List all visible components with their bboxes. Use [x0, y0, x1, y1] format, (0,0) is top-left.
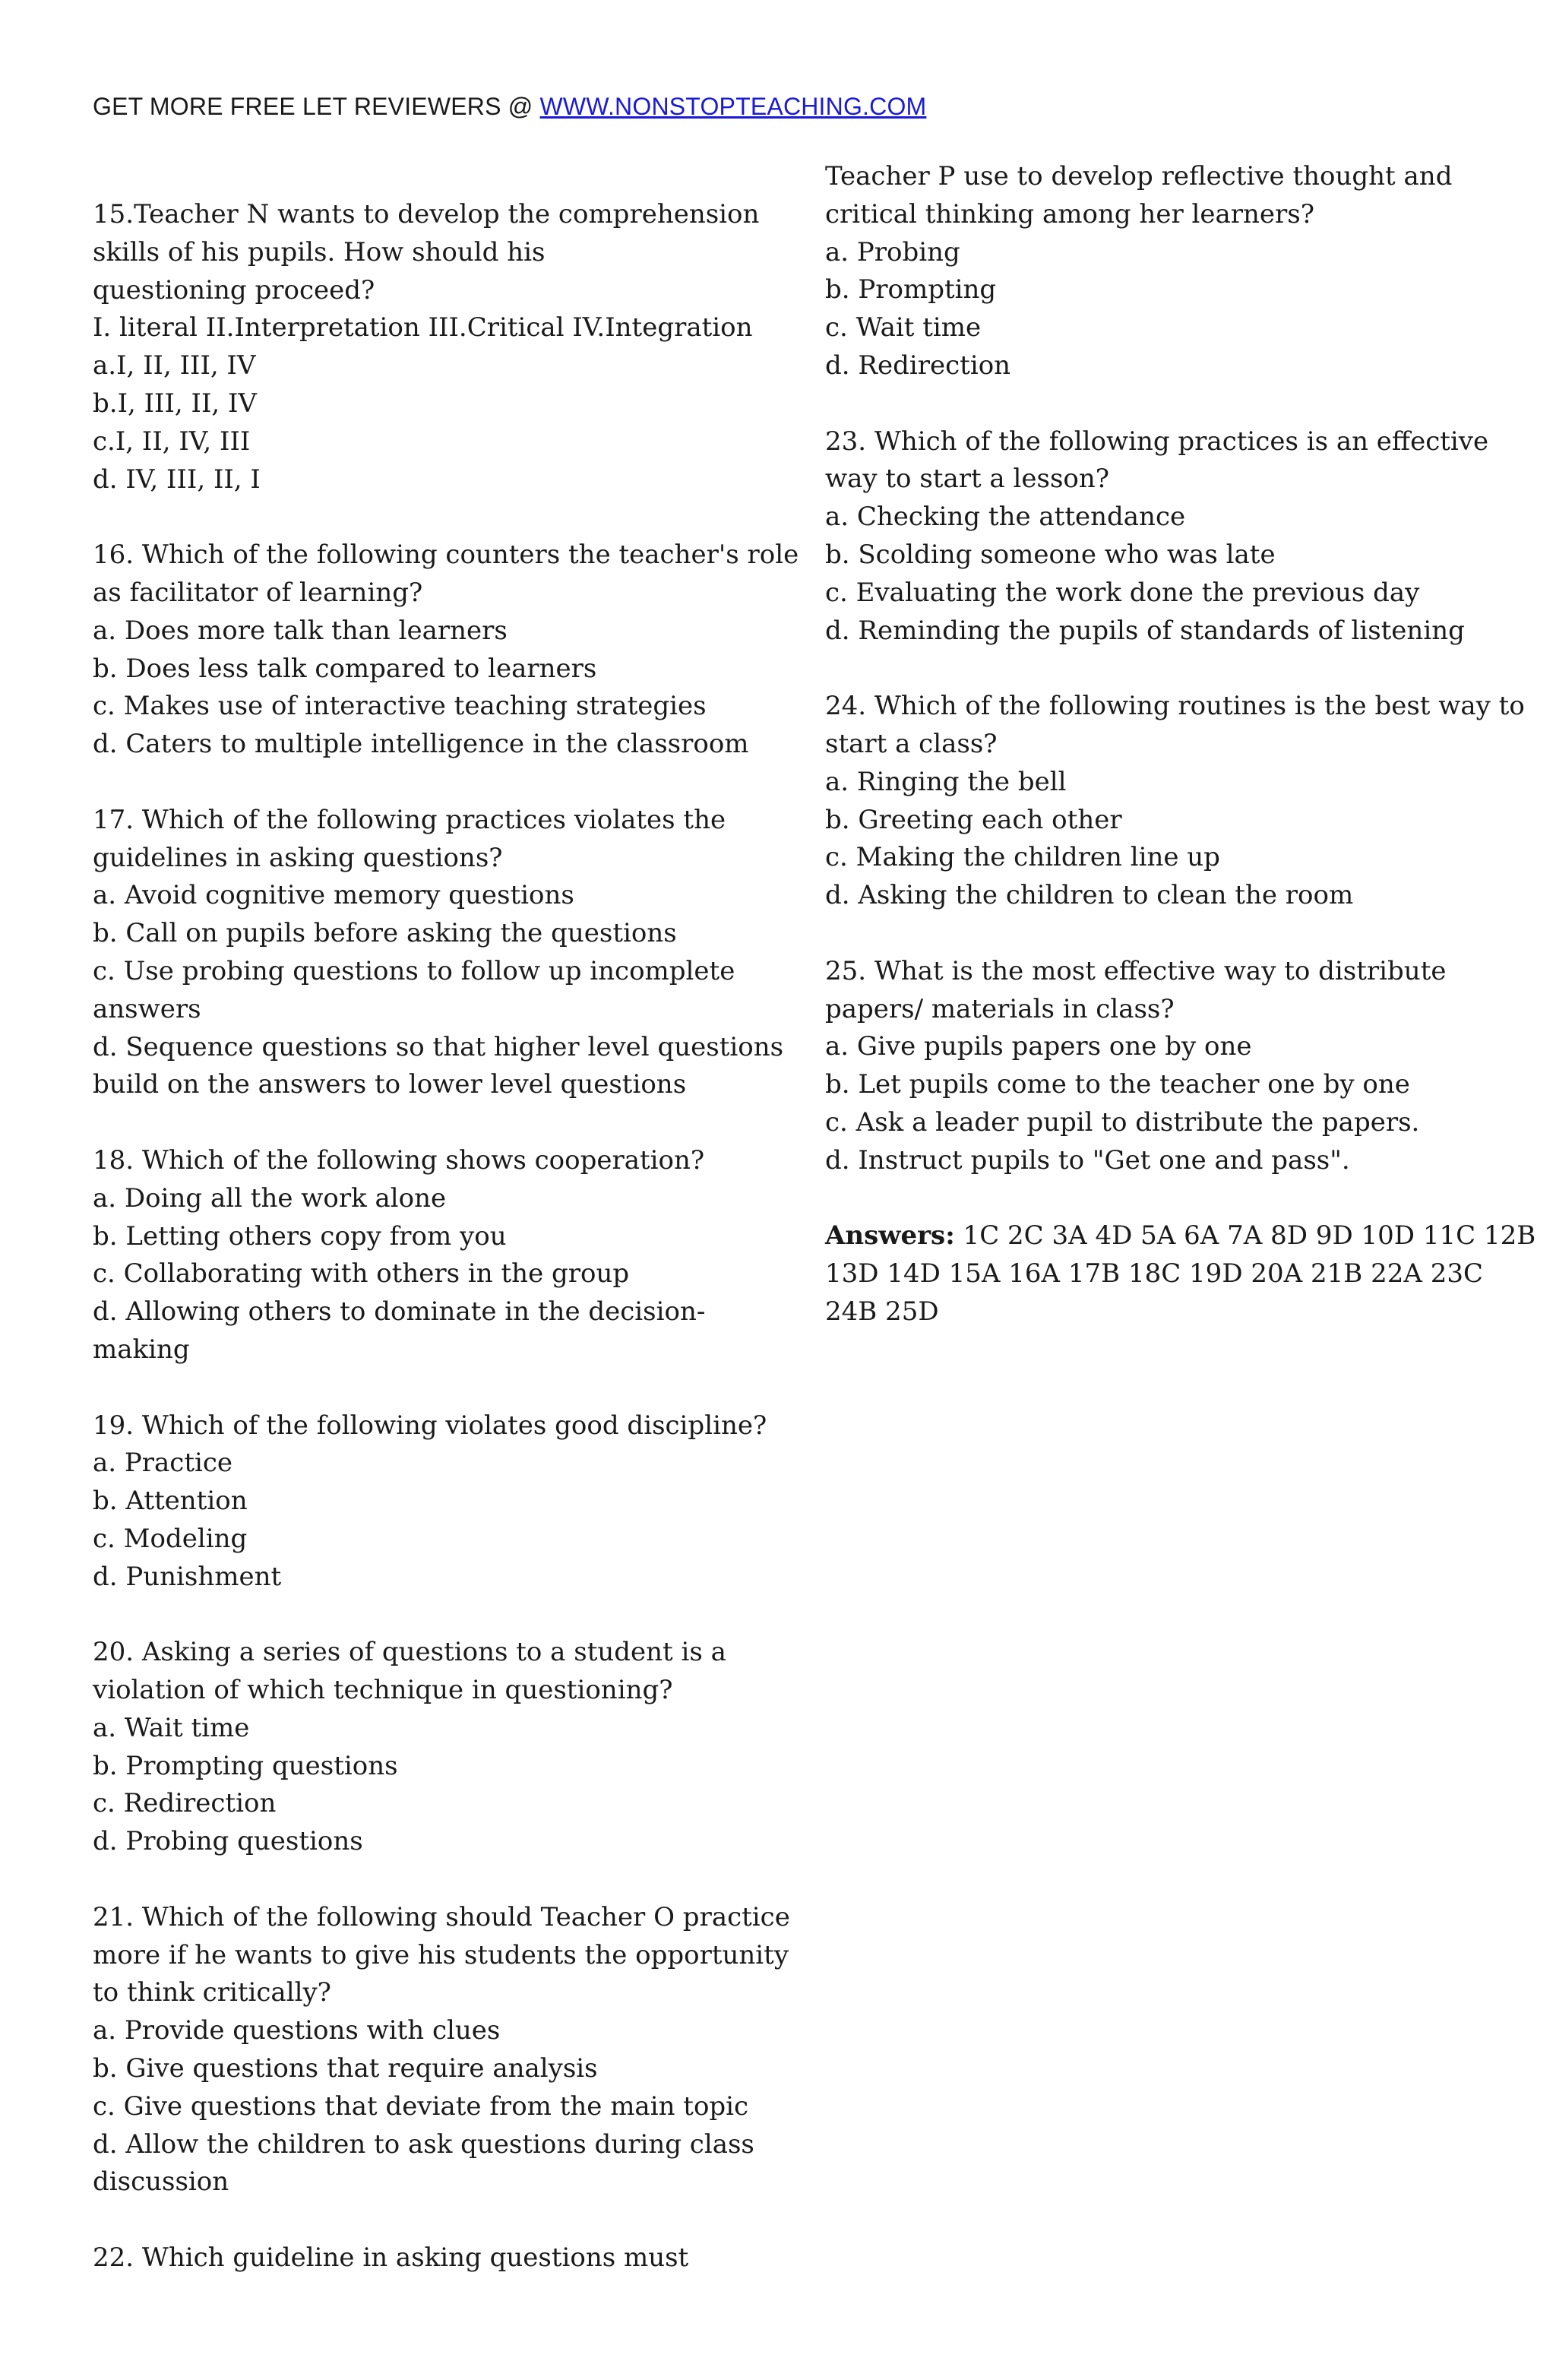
question-line: b. Give questions that require analysis	[93, 2053, 598, 2084]
question-text: 19. Which of the following violates good discipline?	[93, 1410, 767, 1441]
spacer	[93, 1369, 746, 1407]
question-line: as facilitator of learning?	[93, 577, 423, 608]
question-line: more if he wants to give his students the opportunity	[93, 1939, 789, 1970]
question-line: d. Sequence questions so that higher level questions	[93, 1031, 784, 1062]
question-text: 22. Which guideline in asking questions must	[93, 2242, 689, 2274]
question-line: c.I, II, IV, III	[93, 426, 251, 457]
question-block	[93, 802, 784, 1104]
question-line: a. Checking the attendance	[825, 502, 1186, 533]
question-text: 15.Teacher N wants to develop the comprehension	[93, 199, 760, 229]
answers-label: Answers:	[825, 1220, 955, 1252]
question-line: way to start a lesson?	[825, 464, 1109, 495]
left-column	[93, 196, 799, 2277]
question-line: b. Greeting each other	[825, 804, 1122, 835]
question-block	[825, 953, 1486, 1180]
question-text: 18. Which of the following shows cooperation?	[93, 1144, 705, 1176]
question-text: 16. Which of the following counters the teacher's role	[93, 540, 799, 571]
question-line: b. Letting others copy from you	[93, 1220, 507, 1252]
question-line: making	[93, 1334, 190, 1365]
question-text: Teacher P use to develop reflective thought and	[825, 161, 1453, 191]
answers-line: 13D 14D 15A 16A 17B 18C 19D 20A 21B 22A 23C	[825, 1258, 1483, 1290]
question-line: discussion	[93, 2166, 229, 2198]
question-block	[93, 1142, 746, 1369]
question-block	[93, 196, 760, 498]
spacer	[825, 385, 1486, 423]
question-line: I. literal II.Interpretation III.Critical IV.Integration	[93, 312, 753, 343]
question-line: c. Collaborating with others in the group	[93, 1258, 630, 1290]
question-line: b. Attention	[93, 1486, 248, 1517]
question-line: d. Redirection	[825, 350, 1011, 381]
question-line: skills of his pupils. How should his	[93, 236, 546, 267]
question-block	[93, 2239, 746, 2277]
question-block	[825, 423, 1489, 650]
question-line: questioning proceed?	[93, 274, 375, 305]
question-line: b. Prompting questions	[93, 1750, 398, 1781]
question-block	[93, 1634, 746, 1861]
question-line: c. Use probing questions to follow up incomplete	[93, 955, 735, 986]
spacer	[825, 915, 1486, 953]
question-line: d. Caters to multiple intelligence in the classroom	[93, 729, 749, 760]
question-line: answers	[93, 993, 201, 1024]
answers-line: 24B 25D	[825, 1296, 939, 1327]
question-line: c. Evaluating the work done the previous day	[825, 577, 1420, 608]
question-line: violation of which technique in questioning?	[93, 1675, 673, 1706]
question-text: 25. What is the most effective way to distribute	[825, 955, 1447, 986]
question-line: c. Wait time	[825, 312, 982, 343]
question-line: guidelines in asking questions?	[93, 842, 503, 873]
question-line: critical thinking among her learners?	[825, 198, 1314, 229]
question-line: b. Prompting	[825, 274, 997, 305]
question-line: b. Does less talk compared to learners	[93, 653, 597, 684]
question-line: c. Modeling	[93, 1523, 248, 1554]
question-line: c. Ask a leader pupil to distribute the papers.	[825, 1106, 1420, 1138]
question-block	[825, 688, 1525, 915]
spacer	[93, 1861, 746, 1899]
spacer	[825, 1180, 1486, 1218]
question-line: a. Give pupils papers one by one	[825, 1031, 1252, 1062]
question-block	[93, 1407, 767, 1597]
question-line: d. Allowing others to dominate in the decision-	[93, 1296, 706, 1328]
question-line: b. Call on pupils before asking the questions	[93, 918, 677, 949]
question-text: 17. Which of the following practices violates the	[93, 804, 726, 835]
question-text: 21. Which of the following should Teacher O practice	[93, 1901, 790, 1932]
question-line: b. Scolding someone who was late	[825, 539, 1276, 570]
header-prefix: GET MORE FREE LET REVIEWERS @	[93, 93, 540, 120]
question-line: b.I, III, II, IV	[93, 388, 257, 419]
answers-line: Answers: 1C 2C 3A 4D 5A 6A 7A 8D 9D 10D 11C 12B	[825, 1220, 1536, 1252]
answers-block	[825, 1217, 1536, 1331]
question-line: a.I, II, III, IV	[93, 350, 256, 381]
question-line: d. Asking the children to clean the room	[825, 880, 1354, 911]
spacer	[825, 650, 1486, 688]
question-line: d. Reminding the pupils of standards of listening	[825, 615, 1465, 646]
page-header	[93, 93, 926, 121]
question-line: papers/ materials in class?	[825, 993, 1175, 1024]
question-line: c. Give questions that deviate from the main topic	[93, 2090, 749, 2122]
question-line: a. Wait time	[93, 1712, 250, 1743]
question-line: d. Probing questions	[93, 1826, 363, 1857]
question-block	[93, 1899, 790, 2201]
question-line: a. Provide questions with clues	[93, 2015, 501, 2046]
question-line: c. Makes use of interactive teaching strategies	[93, 691, 707, 722]
spacer	[93, 764, 746, 802]
question-block	[93, 536, 799, 764]
question-line: to think critically?	[93, 1977, 331, 2008]
question-text: 24. Which of the following routines is the best way to	[825, 691, 1525, 722]
website-link[interactable]: WWW.NONSTOPTEACHING.COM	[539, 93, 927, 120]
question-line: a. Does more talk than learners	[93, 615, 508, 646]
question-line: a. Practice	[93, 1448, 233, 1479]
question-line: d. IV, III, II, I	[93, 464, 261, 495]
question-text: 20. Asking a series of questions to a student is a	[93, 1637, 726, 1668]
spacer	[93, 1104, 746, 1142]
question-block	[825, 158, 1486, 385]
question-line: a. Ringing the bell	[825, 766, 1067, 797]
question-line: start a class?	[825, 728, 998, 759]
question-line: c. Making the children line up	[825, 842, 1220, 873]
question-line: a. Avoid cognitive memory questions	[93, 880, 574, 911]
question-line: d. Instruct pupils to "Get one and pass".	[825, 1144, 1350, 1176]
spacer	[93, 1596, 746, 1634]
spacer	[93, 2201, 746, 2239]
question-line: a. Probing	[825, 236, 960, 267]
question-line: b. Let pupils come to the teacher one by one	[825, 1069, 1410, 1100]
right-column	[825, 158, 1536, 1331]
spacer	[93, 498, 746, 536]
question-line: c. Redirection	[93, 1788, 277, 1819]
question-line: build on the answers to lower level questions	[93, 1069, 687, 1100]
question-line: d. Punishment	[93, 1561, 282, 1592]
question-text: 23. Which of the following practices is an effective	[825, 426, 1489, 457]
question-line: a. Doing all the work alone	[93, 1182, 447, 1214]
question-line: d. Allow the children to ask questions during class	[93, 2128, 754, 2160]
